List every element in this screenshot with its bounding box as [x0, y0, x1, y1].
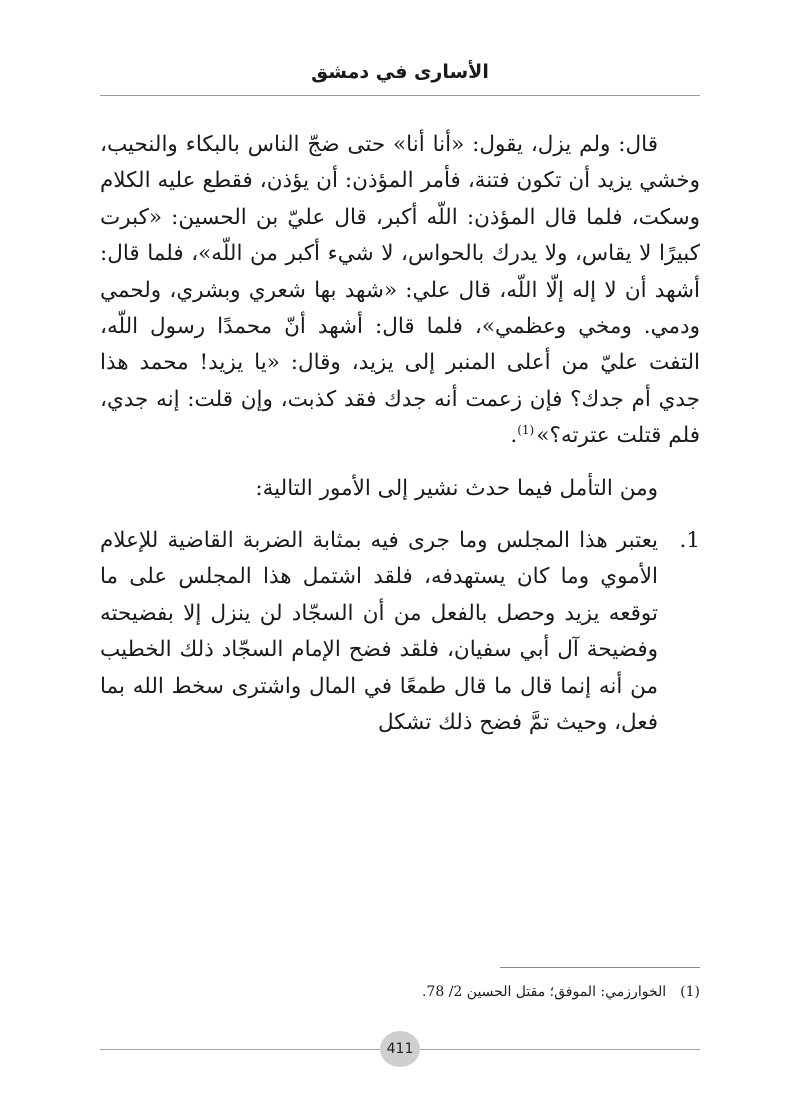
footnote-rule [500, 967, 700, 968]
footnote-text: الخوارزمي: الموفق؛ مقتل الحسين 2/ 78. [421, 984, 667, 1000]
paragraph-1-end: . [510, 423, 518, 449]
page-number: 411 [380, 1031, 420, 1067]
footnote [100, 982, 700, 1002]
body-text [100, 127, 700, 742]
footnote-reference: (1) [517, 423, 535, 438]
running-header: الأسارى في دمشق [311, 61, 489, 83]
list-item-number: 1. [679, 528, 700, 554]
paragraph-1 [100, 127, 700, 455]
paragraph-1-text: قال: ولم يزل، يقول: «أنا أنا» حتى ضجّ الناس بالبكاء والنحيب، وخشي يزيد أن تكون فتنة، فأمر المؤذن: أن يؤذن، فقطع عليه الكلام وسكت، فلما قال المؤذن: اللّه أكبر، قال عليّ بن الحسين: «كبرت كبيرًا لا يقاس، ولا يدرك بالحواس، لا شيء أكبر من اللّه»، فلما قال: أشهد أن لا إله إلّا اللّه، قال علي: «شهد بها شعري وبشري، ولحمي ودمي. ومخي وعظمي»، فلما قال: أشهد أنّ محمدًا رسول اللّه، التفت عليّ من أعلى المنبر إلى يزيد، وقال: «يا يزيد! محمد هذا جدي أم جدك؟ فإن زعمت أنه جدك فقد كذبت، وإن قلت: إنه جدي، فلم قتلت عترته؟» [100, 132, 700, 449]
list-item [100, 523, 700, 741]
list-item-text: يعتبر هذا المجلس وما جرى فيه بمثابة الضربة القاضية للإعلام الأموي وما كان يستهدفه، فلقد اشتمل هذا المجلس على ما توقعه يزيد وحصل بالفعل من أن السجّاد لن ينزل إلا بفضيحته وفضيحة آل أبي سفيان، فلقد فضح الإمام السجّاد ذلك الخطيب من أنه إنما قال ما قال طمعًا في المال واشترى سخط الله بما فعل، وحيث تمَّ فضح ذلك تشكل [100, 528, 658, 736]
paragraph-2: ومن التأمل فيما حدث نشير إلى الأمور التالية: [255, 475, 658, 501]
footnote-number: (1) [680, 984, 700, 1000]
header-rule [100, 95, 700, 96]
